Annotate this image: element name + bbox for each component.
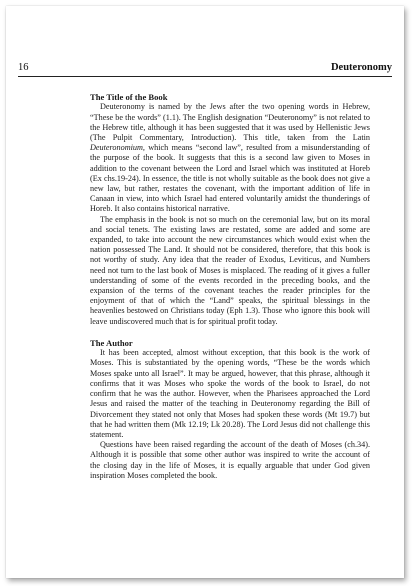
section-gap [90,327,370,338]
paragraph: Questions have been raised regarding the account of the death of Moses (ch.34). Although it is possible that some other author was inspired to write the account of the closing day in the life of Moses, it is equally arguable that under God given inspiration Moses completed the book. [90,440,370,480]
book-page [6,6,404,578]
section-heading-author: The Author [90,337,133,348]
paragraph: The emphasis in the book is not so much on the ceremonial law, but on its moral and social tenets. The existing laws are restated, some are added and some are expanded, to take into account the new circumstances which would exist when the nation possessed The Land. It should not be considered, therefore, that this book is not worthy of study. Any idea that the reader of Exodus, Leviticus, and Numbers need not turn to the last book of Moses is misplaced. The reading of it gives a fuller understanding of some of the events recorded in the preceding books, and the expansion of the terms of the covenant teaches the reader principles for the enjoyment of that of which the “Land” speaks, the spiritual blessings in the heavenlies bestowed on Christians today (Eph 1.3). Those who ignore this book will leave undiscovered much that is for spiritual profit today. [90,214,370,326]
body-text [90,92,370,481]
paragraph-text: Deuteronomy is named by the Jews after the two opening words in Hebrew, “These be the words” (1.1). The English designation “Deuteronomy” is not related to the Hebrew title, although it has been suggested that it was used by Hellenistic Jews (The Pulpit Commentary, Introduction). This title, taken from the Latin [90,102,370,143]
paragraph [90,102,370,214]
book-title: Deuteronomy [330,62,392,73]
running-head [18,61,392,77]
paragraph: It has been accepted, almost without exception, that this book is the work of Moses. This is substantiated by the opening words, “These be the words which Moses spake unto all Israel”. It may be argued, however, that this phrase, although it confirms that it was Moses who spoke the words of the book to Israel, do not confirm that he was the author. However, when the Pharisees approached the Lord Jesus and raised the matter of the teaching in Deuteronomy regarding the Bill of Divorcement they stated not only that Moses had spoken these words (Mt 19.7) but that he had written them (Mk 12.19; Lk 20.28). The Lord Jesus did not challenge this statement. [90,348,370,439]
paragraph-text: which means “second law”, resulted from a misunderstanding of the purpose of the book. It suggests that this is a second law given to Moses in addition to the covenant between the Lord and Israel which was instituted at Horeb (Ex chs.19-24). In essence, the title is not wholly suitable as the book does not give a new law, but rather, restates the covenant, with the important addition of life in Canaan in view, into which Israel had entered voluntarily amidst the thunderings of Horeb. It also contains historical narrative. [90,143,370,214]
latin-title: Deuteronomium, [90,143,145,153]
page-number: 16 [18,62,29,73]
section-heading-title: The Title of the Book [90,92,168,102]
